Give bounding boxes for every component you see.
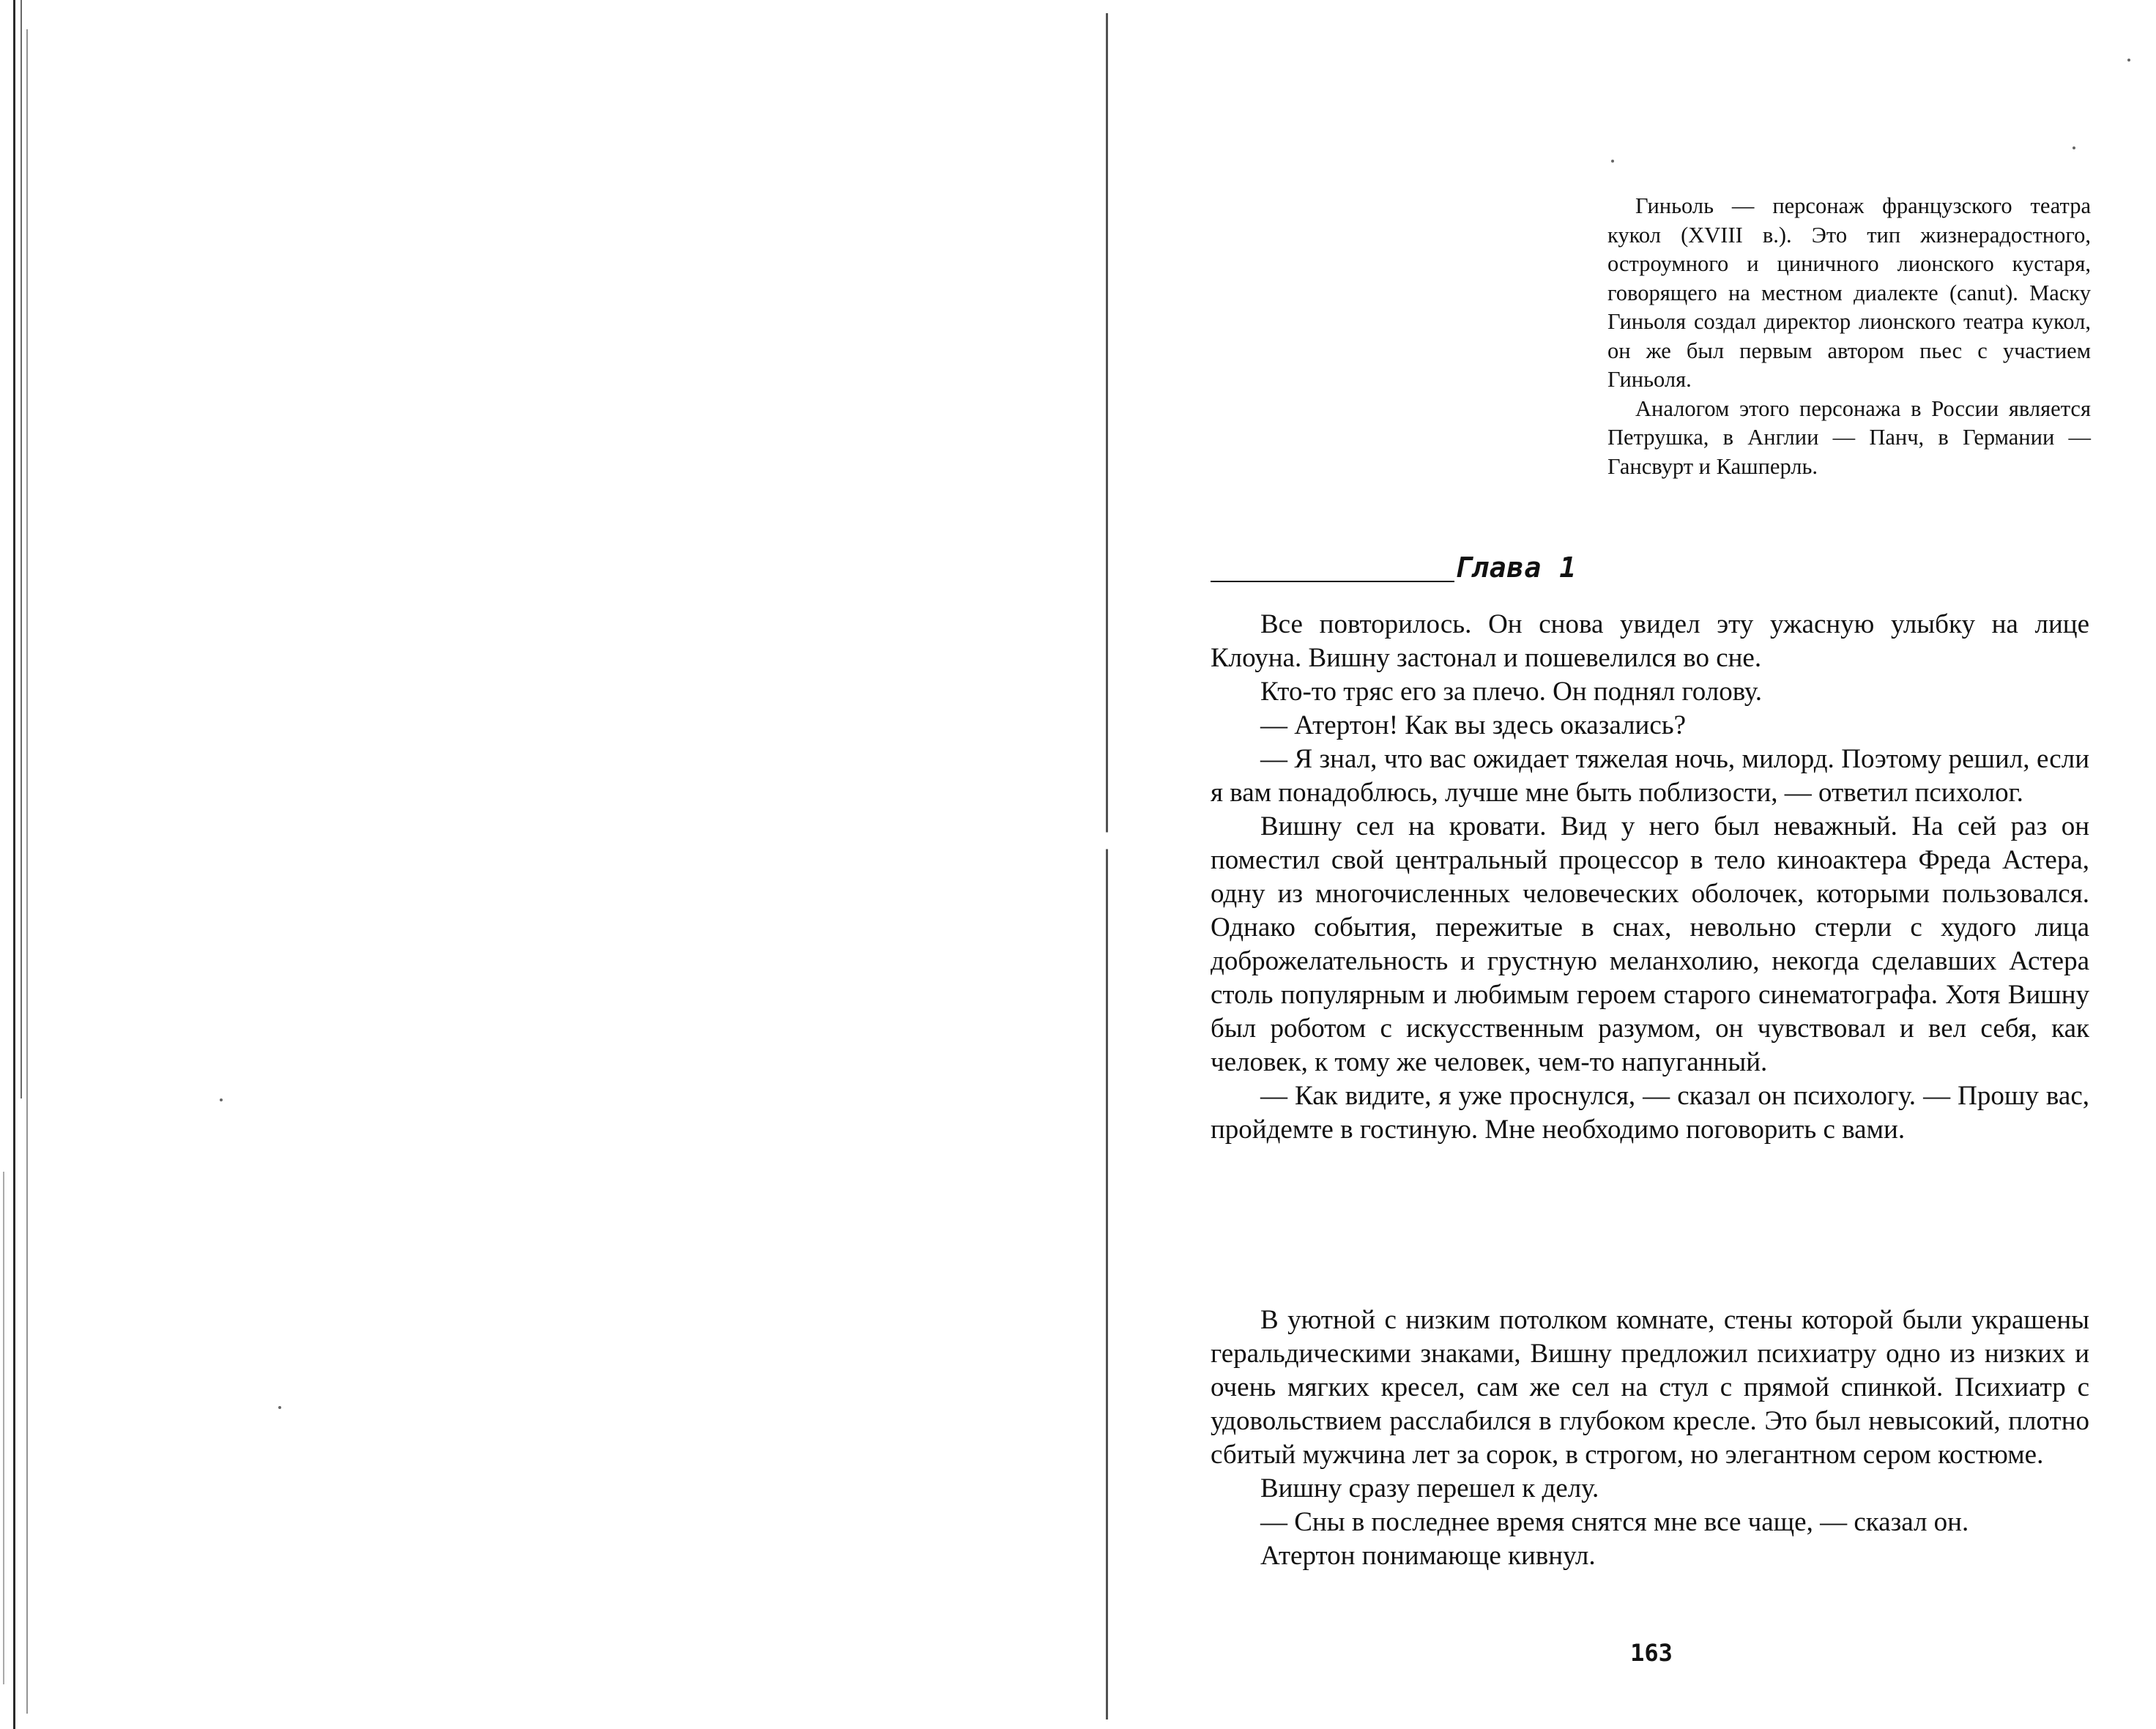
chapter-heading-rule bbox=[1211, 581, 1454, 582]
scan-edge-line bbox=[13, 0, 15, 1729]
scan-speck bbox=[220, 1098, 223, 1101]
scan-edge-line bbox=[3, 1172, 4, 1684]
body-paragraph: Вишну сразу перешел к делу. bbox=[1260, 1473, 1599, 1503]
epigraph-paragraph: Гиньоль — персонаж французского театра кукол (XVIII в.). Это тип жизнерадостного, остроумного и циничного лионского кустаря, говорящего на местном диалекте (canut). Маску Гиньоля создал директор лионского театра кукол, он же был первым автором пьес с участием Гиньоля. bbox=[1607, 193, 2091, 392]
body-paragraph: — Я знал, что вас ожидает тяжелая ночь, милорд. Поэтому решил, если я вам понадоблюсь, лучше мне быть поблизости, — ответил психолог. bbox=[1211, 744, 2089, 808]
body-paragraph: В уютной с низким потолком комнате, стены которой были украшены геральдическими знаками, Вишну предложил психиатру одно из низких и очень мягких кресел, сам же сел на стул с прямой спинкой. Психиатр с удовольствием расслабился в глубоком кресле. Это был невысокий, плотно сбитый мужчина лет за сорок, в строгом, но элегантном сером костюме. bbox=[1211, 1305, 2089, 1470]
chapter-section-1 bbox=[1211, 608, 2089, 1147]
chapter-section-2 bbox=[1211, 1304, 2089, 1573]
body-paragraph: Кто-то тряс его за плечо. Он поднял голову. bbox=[1260, 677, 1762, 707]
body-paragraph: Вишну сел на кровати. Вид у него был неважный. На сей раз он поместил свой центральный процессор в тело киноактера Фреда Астера, одну из многочисленных человеческих оболочек, которыми пользовался. Однако события, пережитые в снах, невольно стерли с худого лица доброжелательность и грустную меланхолию, некогда сделавших Астера столь популярным и любимым героем старого синематографа. Хотя Вишну был роботом с искусственным разумом, он чувствовал и вел себя, как человек, к тому же человек, чем-то напуганный. bbox=[1211, 811, 2089, 1077]
body-paragraph: Атертон понимающе кивнул. bbox=[1260, 1541, 1596, 1571]
scan-edge-line bbox=[26, 29, 28, 1714]
chapter-heading bbox=[1211, 551, 1870, 592]
body-paragraph: — Как видите, я уже проснулся, — сказал он психологу. — Прошу вас, пройдемте в гостиную. Мне необходимо поговорить с вами. bbox=[1211, 1081, 2089, 1145]
scan-speck bbox=[2073, 146, 2075, 149]
scan-speck bbox=[1611, 160, 1614, 163]
body-paragraph: — Атертон! Как вы здесь оказались? bbox=[1260, 710, 1687, 740]
body-paragraph: Все повторилось. Он снова увидел эту ужасную улыбку на лице Клоуна. Вишну застонал и пошевелился во сне. bbox=[1211, 609, 2089, 673]
scan-speck bbox=[278, 1406, 281, 1409]
body-paragraph: — Сны в последнее время снятся мне все чаще, — сказал он. bbox=[1260, 1507, 1969, 1537]
epigraph bbox=[1607, 192, 2091, 481]
scan-speck bbox=[2127, 59, 2130, 62]
chapter-title: Глава 1 bbox=[1454, 551, 1577, 584]
scan-edge-line bbox=[21, 0, 22, 1098]
epigraph-paragraph: Аналогом этого персонажа в России является Петрушка, в Англии — Панч, в Германии — Гансвурт и Кашперль. bbox=[1607, 395, 2091, 479]
book-gutter bbox=[1106, 13, 1108, 1719]
page-number: 163 bbox=[1630, 1639, 1673, 1667]
